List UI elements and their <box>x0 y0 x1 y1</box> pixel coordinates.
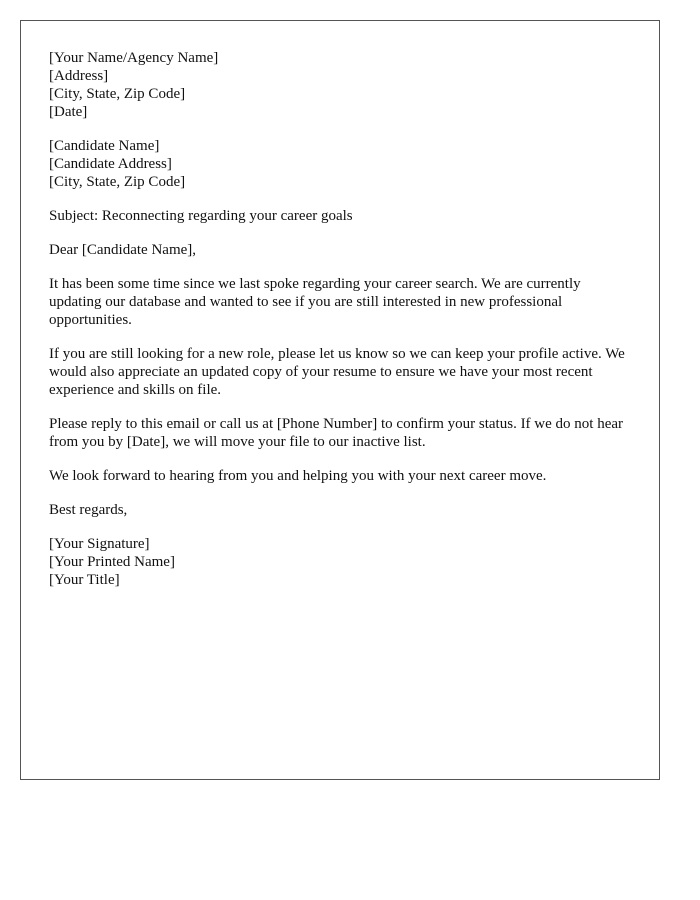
sender-city-state-zip: [City, State, Zip Code] <box>49 86 186 102</box>
salutation: Dear [Candidate Name], <box>49 242 197 258</box>
letter-date: [Date] <box>49 104 88 120</box>
sender-address: [Address] <box>49 68 109 84</box>
recipient-block <box>49 137 631 191</box>
recipient-name: [Candidate Name] <box>49 138 160 154</box>
recipient-city-state-zip: [City, State, Zip Code] <box>49 174 186 190</box>
body-paragraph-3: Please reply to this email or call us at [Phone Number] to confirm your status. If we do not hear from you by [Date], we will move your file to our inactive list. <box>49 416 624 450</box>
sender-block <box>49 49 631 121</box>
body-paragraph-4: We look forward to hearing from you and helping you with your next career move. <box>49 468 547 484</box>
printed-name: [Your Printed Name] <box>49 554 175 570</box>
body-paragraph-1: It has been some time since we last spoke regarding your career search. We are currently updating our database and wanted to see if you are still interested in new professional opportunities. <box>49 276 581 328</box>
closing: Best regards, <box>49 502 128 518</box>
subject-line: Subject: Reconnecting regarding your career goals <box>49 208 353 224</box>
recipient-address: [Candidate Address] <box>49 156 172 172</box>
signer-title: [Your Title] <box>49 572 120 588</box>
sender-name: [Your Name/Agency Name] <box>49 50 219 66</box>
body-paragraph-2: If you are still looking for a new role, please let us know so we can keep your profile active. We would also appreciate an updated copy of your resume to ensure we have your most recent experience and skills on file. <box>49 346 625 398</box>
signature-line: [Your Signature] <box>49 536 150 552</box>
signature-block <box>49 535 631 589</box>
letter-page <box>20 20 660 780</box>
